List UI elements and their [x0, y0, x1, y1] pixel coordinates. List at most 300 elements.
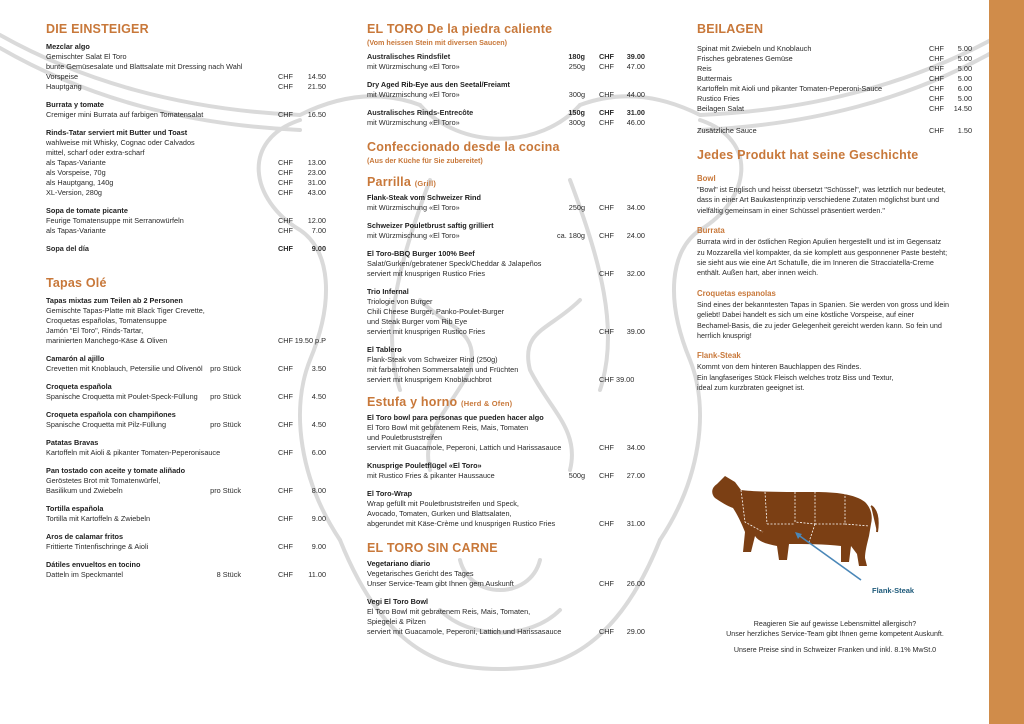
line-currency: CHF [278, 158, 293, 167]
story-line: Burrata wird in der östlichen Region Apulien hergestellt und ist im Gegensatz [697, 237, 942, 247]
line-quantity: ca. 180g [557, 231, 585, 240]
line-price: 13.00 [307, 158, 326, 167]
footer-notes [700, 619, 970, 655]
price-line [367, 297, 645, 307]
line-price: 14.50 [307, 72, 326, 81]
sincarne-list [367, 559, 645, 637]
beilagen-list [697, 44, 972, 114]
line-currency: CHF [599, 579, 614, 588]
price-line [46, 486, 326, 496]
line-text: Tortilla mit Kartoffeln & Zwiebeln [46, 514, 151, 523]
line-currency: CHF [599, 203, 614, 212]
menu-item [46, 244, 326, 254]
menu-item-name: Tapas mixtas zum Teilen ab 2 Personen [46, 296, 183, 305]
line-price: 27.00 [626, 471, 645, 480]
line-text: abgerundet mit Käse-Crème und knusprigen Rustico Fries [367, 519, 556, 528]
line-price: 21.50 [307, 82, 326, 91]
einsteiger-list [46, 42, 326, 254]
line-currency: CHF [278, 82, 293, 91]
price-line [367, 617, 645, 627]
line-text: Zusätzliche Sauce [697, 126, 757, 135]
menu-item-name: El Toro-BBQ Burger 100% Beef [367, 249, 475, 258]
line-text: wahlweise mit Whisky, Cognac oder Calvados [46, 138, 195, 147]
line-text: mit Würzmischung «El Toro» [367, 203, 460, 212]
line-text: serviert mit Guacamole, Peperoni, Lattich und Harissasauce [367, 627, 562, 636]
price-line [697, 74, 972, 84]
line-quantity: 250g [568, 62, 585, 71]
story-text [697, 237, 972, 279]
line-currency: CHF [278, 486, 293, 495]
price-line [46, 392, 326, 402]
price-line [46, 306, 326, 316]
line-price: 5.00 [957, 54, 972, 63]
price-line [46, 570, 326, 580]
price-line [46, 82, 326, 92]
prices-note: Unsere Preise sind in Schweizer Franken und inkl. 8.1% MwSt.0 [733, 646, 937, 654]
line-currency: CHF [599, 471, 614, 480]
line-text: Sopa del día [46, 244, 89, 253]
line-text: Croquetas españolas, Tomatensuppe [46, 316, 167, 325]
price-line [46, 62, 326, 72]
parrilla-title-text: Parrilla [367, 175, 411, 189]
line-price: 7.00 [311, 226, 326, 235]
geschichte-list [697, 174, 972, 394]
line-text: Vegetarisches Gericht des Tages [367, 569, 474, 578]
line-price: 39.00 [626, 52, 645, 61]
line-currency: CHF [599, 269, 614, 278]
price-line [367, 90, 645, 100]
line-price: 3.50 [311, 364, 326, 373]
cow-cut-diagram [705, 462, 895, 612]
menu-item-name: Dry Aged Rib-Eye aus den Seetal/Freiamt [367, 80, 510, 89]
line-currency: CHF [929, 44, 944, 53]
price-line [46, 138, 326, 148]
price-line [367, 607, 645, 617]
menu-item [46, 410, 326, 430]
menu-item-name: Dátiles envueltos en tocino [46, 560, 141, 569]
line-currency: CHF [599, 327, 614, 336]
line-text: Beilagen Salat [697, 104, 745, 113]
line-price: 9.00 [311, 244, 326, 253]
menu-item [46, 466, 326, 496]
line-price: 34.00 [626, 203, 645, 212]
line-text: El Toro Bowl mit gebratenem Reis, Mais, Tomaten [367, 423, 529, 432]
menu-column-right [697, 22, 972, 404]
price-line [46, 316, 326, 326]
line-price: 4.50 [311, 392, 326, 401]
line-price: 46.00 [626, 118, 645, 127]
line-currency: CHF [278, 448, 293, 457]
line-currency: CHF [278, 178, 293, 187]
line-quantity: 300g [568, 90, 585, 99]
line-price: 5.00 [957, 74, 972, 83]
section-title-sincarne: EL TORO SIN CARNE [367, 541, 498, 555]
line-text: bunte Gemüsesalate und Blattsalate mit Dressing nach Wahl [46, 62, 243, 71]
menu-item-name: Camarón al ajillo [46, 354, 105, 363]
section-title-horno [367, 395, 645, 409]
menu-item-name: Vegetariano diario [367, 559, 431, 568]
story-text [697, 300, 972, 342]
line-price: 6.00 [311, 448, 326, 457]
line-text: Australisches Rinds-Entrecôte [367, 108, 474, 117]
line-price: 24.00 [626, 231, 645, 240]
line-price: 31.00 [307, 178, 326, 187]
line-price: 9.00 [311, 542, 326, 551]
story-title: Flank-Steak [697, 351, 741, 361]
story-line: herrlich knusprig! [697, 331, 752, 341]
line-text: Spiegelei & Pilzen [367, 617, 426, 626]
line-currency: CHF [278, 168, 293, 177]
line-text: Spanische Croquetta mit Poulet-Speck-Füllung [46, 392, 198, 401]
menu-item [46, 532, 326, 552]
line-text: Basilikum und Zwiebeln [46, 486, 123, 495]
menu-item-name [367, 108, 645, 118]
menu-item-name: Knusprige Pouletflügel «El Toro» [367, 461, 482, 470]
line-text: Unser Service-Team gibt Ihnen gern Auskunft [367, 579, 514, 588]
menu-item-name: Tortilla española [46, 504, 104, 513]
line-price: 5.00 [957, 64, 972, 73]
menu-item [367, 249, 645, 279]
menu-item [46, 504, 326, 524]
price-line [367, 231, 645, 241]
cow-flank-label: Flank-Steak [872, 586, 915, 595]
line-price: 6.00 [957, 84, 972, 93]
line-price: 5.00 [957, 44, 972, 53]
line-price: 43.00 [307, 188, 326, 197]
price-line [697, 94, 972, 104]
line-price: 34.00 [626, 443, 645, 452]
story-title: Bowl [697, 174, 716, 183]
section-title-geschichte: Jedes Produkt hat seine Geschichte [697, 148, 919, 162]
menu-item-name: Burrata y tomate [46, 100, 104, 109]
price-line [367, 423, 645, 433]
price-line [697, 64, 972, 74]
story-line: "Bowl" ist Englisch und heisst übersetzt "Schüssel", was letztlich nur bedeutet, [697, 185, 946, 194]
menu-column-left [46, 22, 326, 588]
menu-item [46, 42, 326, 92]
price-line [367, 627, 645, 637]
line-text: mit Rustico Fries & pikanter Haussauce [367, 471, 495, 480]
menu-item [367, 413, 645, 453]
menu-item-name: Rinds-Tatar serviert mit Butter und Toast [46, 128, 188, 137]
line-text: Spinat mit Zwiebeln und Knoblauch [697, 44, 812, 53]
line-text: mit Würzmischung «El Toro» [367, 62, 460, 71]
line-quantity: 250g [568, 203, 585, 212]
price-line [697, 44, 972, 54]
menu-item-name: El Toro bowl para personas que pueden hacer algo [367, 413, 544, 422]
line-currency: CHF [929, 104, 944, 113]
line-price: 32.00 [626, 269, 645, 278]
line-text: Buttermais [697, 74, 732, 83]
line-currency: CHF [599, 62, 614, 71]
story-title: Croquetas espanolas [697, 288, 776, 298]
line-text: Rustico Fries [697, 94, 740, 103]
line-text: Frisches gebratenes Gemüse [697, 54, 793, 63]
line-price: 39.00 [626, 327, 645, 336]
price-line [367, 499, 645, 509]
line-quantity: 180g [568, 52, 585, 61]
price-line [46, 188, 326, 198]
line-currency: CHF [278, 72, 293, 81]
price-line [697, 126, 972, 136]
menu-item [367, 52, 645, 72]
line-price: 9.00 [311, 514, 326, 523]
menu-item [46, 382, 326, 402]
price-line [367, 307, 645, 317]
price-line [697, 84, 972, 94]
story-line: Ein langfaseriges Stück Fleisch welches trotz Biss und Textur, [697, 372, 894, 382]
menu-item-name: El Tablero [367, 345, 402, 354]
line-quantity: 300g [568, 118, 585, 127]
price-line [46, 52, 326, 62]
horno-tag: (Herd & Ofen) [461, 399, 513, 408]
horno-title-text: Estufa y horno [367, 395, 458, 409]
line-currency: CHF [599, 52, 614, 61]
parrilla-list [367, 193, 645, 385]
price-line [46, 326, 326, 336]
line-text: Reis [697, 64, 712, 73]
menu-item-name: Patatas Bravas [46, 438, 99, 447]
price-line [367, 579, 645, 589]
price-line [367, 203, 645, 213]
story-line: vielfältig gemeinsam in einer Schüssel präsentiert werden." [697, 205, 885, 215]
line-text: Spanische Croquetta mit Pilz-Füllung [46, 420, 167, 429]
price-line [46, 542, 326, 552]
menu-item-name: El Toro-Wrap [367, 489, 413, 498]
line-price: 44.00 [626, 90, 645, 99]
line-text: Frittierte Tintenfischringe & Aioli [46, 542, 149, 551]
price-line [367, 269, 645, 279]
line-text: als Hauptgang, 140g [46, 178, 114, 187]
menu-item-name: Schweizer Pouletbrust saftig grilliert [367, 221, 494, 230]
line-currency: CHF [599, 108, 614, 117]
line-text: als Vorspeise, 70g [46, 168, 106, 177]
line-currency: CHF [278, 216, 293, 225]
line-currency: CHF [929, 94, 944, 103]
line-text: Kartoffeln mit Aioli und pikanter Tomaten-Peperoni-Sauce [697, 84, 883, 93]
line-price: 4.50 [311, 420, 326, 429]
line-price: 5.00 [957, 94, 972, 103]
story-line: zu Mozzarella viel kompakter, da sie komplett aus gesponnener Paste besteht; [697, 247, 948, 257]
line-price: 11.00 [308, 570, 326, 579]
price-line [367, 433, 645, 443]
price-line [46, 448, 326, 458]
line-text: mit Würzmischung «El Toro» [367, 231, 460, 240]
line-text: Cremiger mini Burrata auf farbigen Tomatensalat [46, 110, 204, 119]
line-currency: CHF [929, 126, 944, 135]
line-text: Datteln im Speckmantel [46, 570, 124, 579]
story-line: Sind eines der bekanntesten Tapas in Spanien. Sie werden von gross und klein [697, 299, 949, 309]
menu-item-name: Flank-Steak vom Schweizer Rind [367, 193, 481, 202]
section-title-einsteiger: DIE EINSTEIGER [46, 22, 149, 36]
menu-item [367, 287, 645, 337]
menu-item [367, 108, 645, 128]
line-currency: CHF [278, 392, 293, 401]
line-text: Geröstetes Brot mit Tomatenwürfel, [46, 476, 161, 485]
menu-item-name: Mezclar algo [46, 42, 90, 51]
line-text: Avocado, Tomaten, Gurken und Blattsalaten, [367, 509, 512, 518]
menu-item-name [367, 52, 645, 62]
menu-item-name: Aros de calamar fritos [46, 532, 124, 541]
line-currency: CHF [278, 514, 293, 523]
line-currency: CHF [929, 74, 944, 83]
menu-item-name: Vegi El Toro Bowl [367, 597, 429, 606]
line-currency: CHF [599, 231, 614, 240]
menu-item [46, 206, 326, 236]
menu-item [46, 100, 326, 120]
line-text: mit farbenfrohen Sommersalaten und Früchten [367, 365, 519, 374]
story-title: Burrata [697, 226, 725, 236]
line-price: 31.00 [626, 108, 645, 117]
price-line [367, 118, 645, 128]
horno-list [367, 413, 645, 529]
menu-item-name: Croqueta española [46, 382, 112, 391]
line-currency: CHF [278, 244, 293, 253]
section-title-piedra: EL TORO De la piedra caliente [367, 22, 553, 36]
price-line [367, 317, 645, 327]
menu-item-name: Trio Infernal [367, 287, 409, 296]
menu-item [46, 296, 326, 346]
price-line [367, 355, 645, 365]
price-line [46, 420, 326, 430]
menu-item [46, 354, 326, 374]
line-currency: CHF [929, 54, 944, 63]
menu-item [367, 345, 645, 385]
section-title-cocina: Confeccionado desde la cocina [367, 140, 560, 154]
menu-item [367, 461, 645, 481]
price-line [367, 519, 645, 529]
menu-item [367, 559, 645, 589]
line-quantity: pro Stück [210, 392, 241, 401]
line-text: mittel, scharf oder extra-scharf [46, 148, 145, 157]
price-line [367, 569, 645, 579]
menu-item [46, 438, 326, 458]
allergy-note-1: Reagieren Sie auf gewisse Lebensmittel allergisch? [753, 620, 917, 628]
story-line: enthält. Außen hart, aber innen weich. [697, 268, 819, 278]
line-price: 26.00 [626, 579, 645, 588]
line-text: Chili Cheese Burger, Panko-Poulet-Burger [367, 307, 505, 316]
line-text: Triologie von Burger [367, 297, 433, 306]
line-text: serviert mit Guacamole, Peperoni, Lattich und Harissasauce [367, 443, 562, 452]
price-line [46, 178, 326, 188]
line-quantity: 8 Stück [216, 570, 241, 579]
story-line: sie sieht aus wie eine Art Schatulle, die im Inneren die Stracciatella-Creme [697, 258, 934, 268]
line-currency: CHF [278, 364, 293, 373]
beilagen-extra [697, 126, 972, 136]
line-text: als Tapas-Variante [46, 226, 106, 235]
line-currency: CHF [599, 519, 614, 528]
line-text: Crevetten mit Knoblauch, Petersilie und Olivenöl [46, 364, 203, 373]
line-text: marinierten Manchego-Käse & Oliven [46, 336, 168, 345]
line-text: Salat/Gurken/gebratener Speck/Cheddar & Jalapeños [367, 259, 542, 268]
section-title-beilagen: BEILAGEN [697, 22, 764, 36]
price-line [367, 509, 645, 519]
line-currency: CHF [599, 90, 614, 99]
line-price: 47.00 [626, 62, 645, 71]
menu-item [367, 193, 645, 213]
allergy-note-2: Unser herzliches Service-Team gibt Ihnen gerne kompetent Auskunft. [726, 630, 944, 638]
price-line [697, 104, 972, 114]
price-line [46, 110, 326, 120]
line-text: Vorspeise [46, 72, 79, 81]
tapas-list [46, 296, 326, 580]
line-price: 31.00 [626, 519, 645, 528]
line-text: XL-Version, 280g [46, 188, 102, 197]
line-price: 23.00 [307, 168, 326, 177]
section-title-parrilla [367, 175, 645, 189]
line-price: 19.50 p.P [294, 336, 326, 345]
menu-item [367, 80, 645, 100]
menu-item-name: Pan tostado con aceite y tomate aliñado [46, 466, 186, 475]
price-line [697, 54, 972, 64]
story-line: dass in einer Art Baukastenprinzip verschiedene Zutaten möglichst bunt und [697, 195, 940, 205]
line-quantity: pro Stück [210, 364, 241, 373]
price-line [46, 226, 326, 236]
menu-item-name [46, 244, 326, 254]
line-currency: CHF [929, 84, 944, 93]
line-currency: CHF [278, 226, 293, 235]
line-text: El Toro Bowl mit gebratenem Reis, Mais, Tomaten, [367, 607, 531, 616]
line-quantity: pro Stück [210, 420, 241, 429]
line-price: 16.50 [307, 110, 326, 119]
price-line [367, 471, 645, 481]
line-currency: CHF [599, 118, 614, 127]
line-quantity: 500g [568, 471, 585, 480]
line-text: Wrap gefüllt mit Pouletbruststreifen und Speck, [367, 499, 519, 508]
decorative-side-stripe [989, 0, 1024, 724]
price-line [367, 62, 645, 72]
line-currency: CHF [278, 420, 293, 429]
line-text: Hauptgang [46, 82, 82, 91]
line-currency: CHF [278, 336, 293, 345]
line-text: serviert mit knusprigen Rustico Fries [367, 327, 486, 336]
price-line [367, 443, 645, 453]
line-text: Gemischter Salat El Toro [46, 52, 127, 61]
menu-item [367, 221, 645, 241]
line-text: mit Würzmischung «El Toro» [367, 118, 460, 127]
menu-item-name: Croqueta española con champiñones [46, 410, 176, 419]
price-line [46, 364, 326, 374]
line-quantity: 150g [568, 108, 585, 117]
story-line: Kommt von dem hinteren Bauchlappen des Rindes. [697, 362, 862, 372]
story-line: Bechamel-Basis, die zu jeder Gelegenheit gereicht werden kann. So fein und [697, 320, 942, 330]
line-price: 1.50 [957, 126, 972, 135]
line-text: mit Würzmischung «El Toro» [367, 90, 460, 99]
line-currency: CHF [278, 570, 293, 579]
price-line [367, 365, 645, 375]
price-line [367, 327, 645, 337]
price-line [46, 336, 326, 346]
line-text: Kartoffeln mit Aioli & pikanter Tomaten-Peperonisauce [46, 448, 221, 457]
story-line: geliebt! Dabei handelt es sich um eine köstliche Vorspeise, auf einer [697, 310, 914, 320]
price-line [46, 514, 326, 524]
line-currency: CHF [278, 188, 293, 197]
story-line: ideal zum kurzbraten geeignet ist. [697, 383, 805, 393]
section-subtitle-cocina: (Aus der Küche für Sie zubereitet) [367, 156, 483, 165]
line-currency: CHF [278, 542, 293, 551]
parrilla-tag: (Grill) [414, 179, 437, 188]
line-price: 14.50 [953, 104, 972, 113]
menu-column-middle [367, 22, 645, 645]
menu-item [367, 489, 645, 529]
line-text: und Steak Burger vom Rib Eye [367, 317, 468, 326]
line-price: 29.00 [626, 627, 645, 636]
section-title-tapas: Tapas Olé [46, 276, 107, 290]
story-text [697, 362, 972, 393]
line-text: Gemischte Tapas-Platte mit Black Tiger Crevette, [46, 306, 205, 315]
line-text: Australisches Rindsfilet [367, 52, 451, 61]
menu-item [46, 128, 326, 198]
